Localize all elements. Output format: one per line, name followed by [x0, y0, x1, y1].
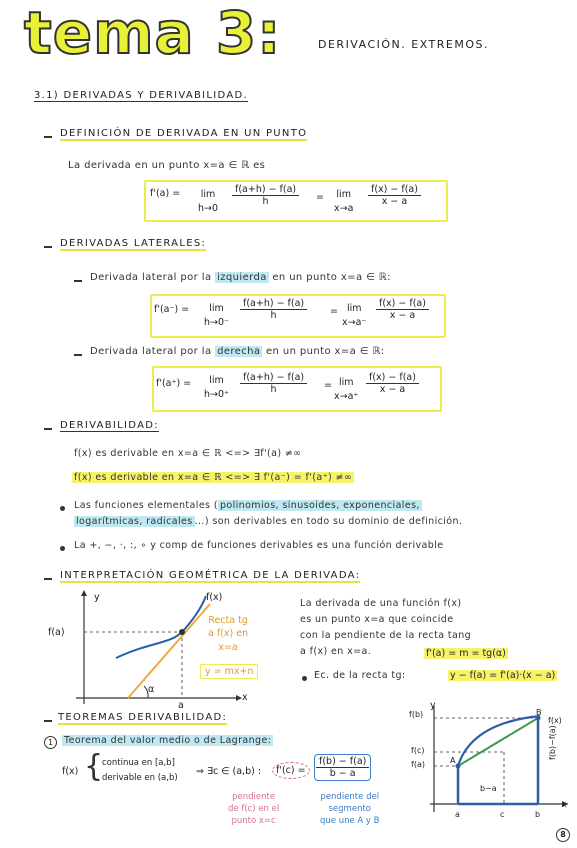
graph-fa-label: f(a)	[48, 627, 65, 638]
derivabilidad-line2: f(x) es derivable en x=a ∈ ℝ <=> ∃ f'(a⁻) = f'(a⁺) ≠∞	[74, 472, 353, 483]
graph-fx-label: f(x)	[206, 592, 223, 603]
mvt-B: B	[536, 708, 542, 717]
theorem-fraction: $\frac{f(b) - f(a)}{b - a}$	[314, 754, 371, 781]
theorem-number: 1	[44, 736, 57, 749]
function-curve	[116, 596, 206, 658]
mvt-fx: f(x)	[548, 716, 562, 725]
def-heading: DEFINICIÓN DE DERIVADA EN UN PUNTO	[60, 128, 308, 139]
def-lim2: lim x→a	[334, 189, 354, 215]
graph-alpha-label: α	[148, 684, 155, 695]
dash	[74, 354, 82, 356]
def-lim1: lim h→0	[198, 189, 219, 215]
derivabilidad-bullet1-a: Las funciones elementales ( polinomios, sinusoides, exponenciales,	[74, 500, 420, 511]
tangent-line	[128, 604, 210, 698]
tangent-note: Recta tg a f(x) en x=a	[208, 615, 249, 653]
graph-a-label: a	[178, 700, 184, 711]
y-arrow	[81, 590, 87, 596]
dash	[44, 246, 52, 248]
left-eq: =	[330, 306, 338, 317]
graph-y-label: y	[94, 592, 100, 603]
mvt-fa: f(a)	[411, 760, 425, 769]
theorem-conditions: continua en [a,b] derivable en (a,b)	[102, 758, 178, 784]
right-frac2: $\frac{f(x) - f(a)}{x - a}$	[366, 372, 419, 395]
interp-formula2: y − f(a) = f'(a)·(x − a)	[450, 670, 556, 681]
left-lhs: f'(a⁻) =	[154, 304, 190, 315]
derivabilidad-heading: DERIVABILIDAD:	[60, 420, 159, 431]
theorem-brace: {	[84, 749, 104, 784]
def-lhs: f'(a) =	[150, 188, 181, 199]
bullet	[60, 506, 65, 511]
mvt-a: a	[455, 810, 460, 819]
tangent-point	[179, 629, 185, 635]
dash	[74, 280, 82, 282]
right-lim2: lim x→a⁺	[334, 377, 359, 403]
derivabilidad-bullet2: La +, −, ·, :, ∘ y comp de funciones derivables es una función derivable	[74, 540, 444, 551]
derivabilidad-bullet1-b: logarítmicas, radicales ...) son derivables en todo su dominio de definición.	[76, 516, 463, 527]
mvt-A: A	[450, 756, 456, 765]
bullet	[60, 546, 65, 551]
tangent-graph	[40, 586, 300, 716]
def-eq: =	[316, 192, 324, 203]
mvt-b: b	[535, 810, 541, 819]
mvt-fc: f(c)	[411, 746, 425, 755]
mvt-fbfa: f(b)−f(a)	[548, 725, 557, 760]
mvt-fb: f(b)	[409, 710, 424, 719]
point-A	[456, 764, 461, 769]
right-frac1: $\frac{f(a+h) - f(a)}{h}$	[240, 372, 307, 395]
graph-x-label: x	[242, 692, 248, 703]
def-frac1: $\frac{f(a+h) - f(a)}{h}$	[232, 184, 299, 207]
mvt-y: y	[430, 700, 436, 711]
left-lim2: lim x→a⁻	[342, 303, 367, 329]
theorem-fc: f'(c) =	[272, 762, 310, 779]
teoremas-heading: TEOREMAS DERIVABILIDAD:	[58, 712, 228, 723]
derivabilidad-line1: f(x) es derivable en x=a ∈ ℝ <=> ∃f'(a) ≠∞	[74, 448, 302, 459]
note-pendiente-c: pendiente de f(c) en el punto x=c	[228, 792, 280, 826]
right-lhs: f'(a⁺) =	[156, 378, 192, 389]
tangent-equation: y = mx+n	[200, 664, 258, 679]
page-title: tema 3:	[24, 0, 282, 67]
mvt-c: c	[500, 810, 505, 819]
dash	[44, 136, 52, 138]
mvt-bma: b−a	[480, 784, 497, 793]
def-frac2: $\frac{f(x) - f(a)}{x - a}$	[368, 184, 421, 207]
right-text: Derivada lateral por la derecha en un punto x=a ∈ ℝ:	[90, 346, 385, 357]
page-subtitle: DERIVACIÓN. EXTREMOS.	[318, 38, 489, 51]
interp-text: La derivada de una función f(x) es un punto x=a que coincide con la pendiente de la recta tang a f(x) en x=a.	[300, 598, 472, 658]
left-lim1: lim h→0⁻	[204, 303, 230, 329]
interp-heading: INTERPRETACIÓN GEOMÉTRICA DE LA DERIVADA:	[60, 570, 361, 581]
lateral-heading: DERIVADAS LATERALES:	[60, 238, 207, 249]
theorem-implication: ⇒ ∃c ∈ (a,b) :	[196, 766, 262, 777]
right-lim1: lim h→0⁺	[204, 375, 230, 401]
left-frac1: $\frac{f(a+h) - f(a)}{h}$	[240, 298, 307, 321]
note-pendiente-segmento: pendiente del segmento que une A y B	[320, 792, 380, 826]
interp-formula1: f'(a) = m = tg(α)	[426, 648, 506, 659]
mvt-x: x	[562, 800, 567, 809]
mvt-graph	[400, 704, 570, 826]
def-intro: La derivada en un punto x=a ∈ ℝ es	[68, 160, 266, 171]
left-frac2: $\frac{f(x) - f(a)}{x - a}$	[376, 298, 429, 321]
right-eq: =	[324, 380, 332, 391]
dash	[44, 720, 52, 722]
section-title: 3.1) DERIVADAS Y DERIVABILIDAD.	[34, 90, 248, 101]
bullet	[302, 676, 307, 681]
dash	[44, 428, 52, 430]
dash	[44, 578, 52, 580]
page-number: 8	[556, 828, 570, 842]
interp-bullet-label: Ec. de la recta tg:	[314, 670, 406, 681]
theorem-title: Teorema del valor medio o de Lagrange:	[64, 735, 272, 746]
left-text: Derivada lateral por la izquierda en un punto x=a ∈ ℝ:	[90, 272, 391, 283]
theorem-fx: f(x)	[62, 766, 79, 777]
